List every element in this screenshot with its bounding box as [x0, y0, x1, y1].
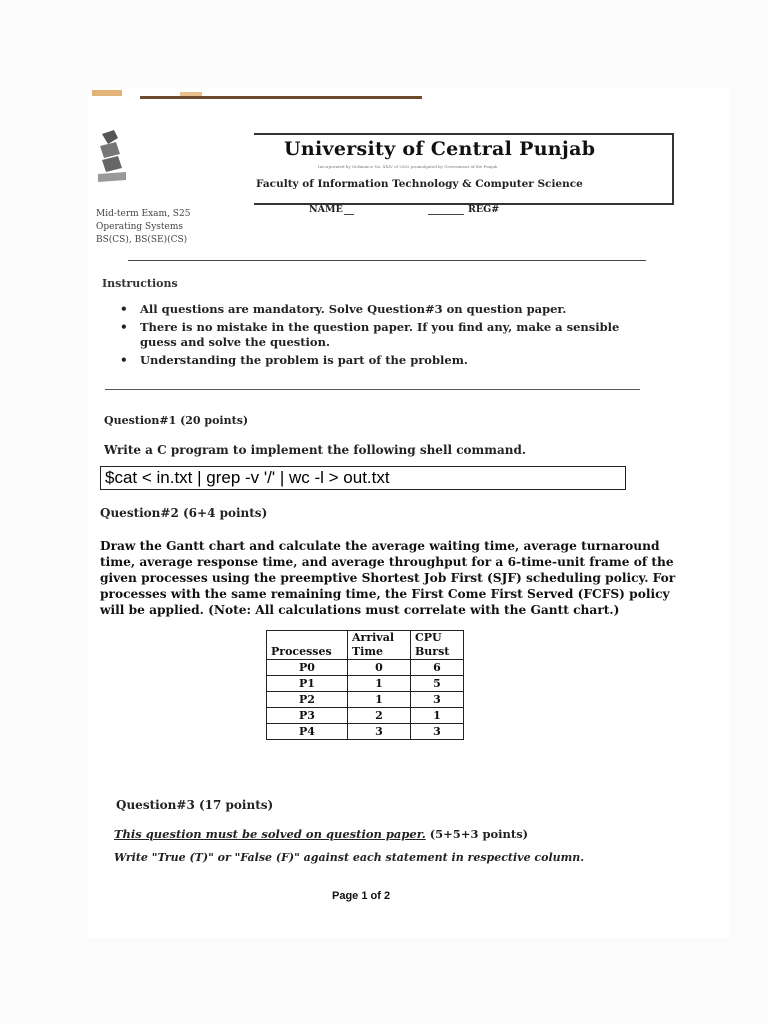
divider [128, 260, 646, 261]
table-cell: 0 [348, 660, 411, 676]
tape-edge [140, 96, 422, 99]
question3-note-underlined: This question must be solved on question paper. [114, 827, 426, 841]
question2-line: given processes using the preemptive Shortest Job First (SJF) scheduling policy. For [100, 571, 676, 585]
table-cell: 6 [411, 660, 464, 676]
page-number: Page 1 of 2 [332, 890, 391, 902]
table-cell: 3 [411, 692, 464, 708]
university-title: University of Central Punjab [284, 138, 596, 160]
question2-line: processes with the same remaining time, the First Come First Served (FCFS) policy [100, 587, 670, 601]
exam-meta [96, 208, 190, 247]
shell-command: $cat < in.txt | grep -v '/' | wc -l > out.txt [100, 466, 626, 490]
university-subtitle: Incorporated by Ordinance No. XXIV of 2002 promulgated by Government of the Punjab [318, 164, 498, 169]
process-table [266, 630, 464, 740]
tape-strip [180, 92, 202, 96]
question1-text: Write a C program to implement the following shell command. [104, 443, 527, 457]
question1-heading: Question#1 (20 points) [104, 414, 249, 427]
question3-heading: Question#3 (17 points) [116, 798, 274, 812]
name-field-line [344, 214, 354, 215]
exam-meta-line: BS(CS), BS(SE)(CS) [96, 235, 188, 245]
faculty-name: Faculty of Information Technology & Computer Science [256, 178, 583, 190]
table-row [267, 724, 464, 740]
instruction-item: • All questions are mandatory. Solve Question#3 on question paper. [120, 302, 660, 317]
question2-line: Draw the Gantt chart and calculate the average waiting time, average turnaround [100, 539, 660, 553]
table-cell: P3 [267, 708, 348, 724]
question2-line: will be applied. (Note: All calculations must correlate with the Gantt chart.) [100, 603, 620, 617]
table-cell: 1 [348, 676, 411, 692]
question3-points: (5+5+3 points) [425, 827, 529, 841]
university-logo-icon [96, 128, 130, 184]
question2-text [100, 538, 676, 618]
question3-instruction: Write "True (T)" or "False (F)" against each statement in respective column. [114, 851, 585, 864]
question3-note [114, 827, 528, 841]
reg-field-line [428, 214, 464, 215]
instructions-list [120, 302, 660, 371]
tape-strip [92, 90, 122, 96]
table-cell: 3 [411, 724, 464, 740]
instruction-item: • Understanding the problem is part of the problem. [120, 353, 660, 368]
table-cell: P4 [267, 724, 348, 740]
table-cell: P2 [267, 692, 348, 708]
reg-label: REG# [468, 204, 500, 215]
question2-line: time, average response time, and average throughput for a 6-time-unit frame of the [100, 555, 674, 569]
table-cell: P1 [267, 676, 348, 692]
question2-heading: Question#2 (6+4 points) [100, 506, 268, 520]
table-cell: 5 [411, 676, 464, 692]
table-cell: P0 [267, 660, 348, 676]
exam-meta-line: Operating Systems [96, 222, 184, 232]
column-header-arrival: Arrival Time [348, 631, 411, 660]
table-cell: 1 [411, 708, 464, 724]
divider [105, 389, 640, 390]
instruction-item: • There is no mistake in the question paper. If you find any, make a sensible guess and solve the question. [120, 320, 660, 350]
instructions-heading: Instructions [102, 277, 178, 290]
table-cell: 2 [348, 708, 411, 724]
table-row [267, 692, 464, 708]
name-label: NAME [309, 204, 343, 215]
table-row [267, 660, 464, 676]
table-header-row [267, 631, 464, 660]
table-row [267, 708, 464, 724]
table-cell: 1 [348, 692, 411, 708]
exam-meta-line: Mid-term Exam, S25 [96, 209, 191, 219]
column-header-processes: Processes [267, 631, 348, 660]
table-cell: 3 [348, 724, 411, 740]
table-row [267, 676, 464, 692]
column-header-burst: CPU Burst [411, 631, 464, 660]
